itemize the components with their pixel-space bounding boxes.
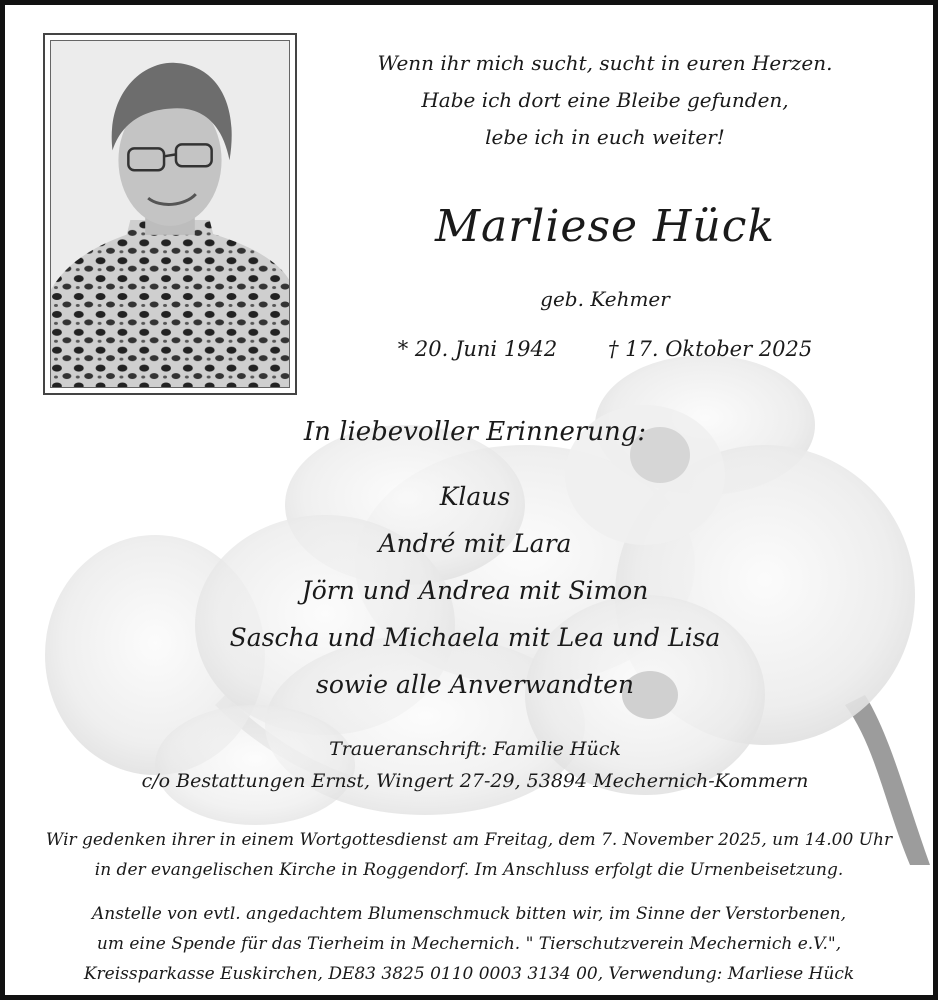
- motto-line: lebe ich in euch weiter!: [485, 125, 725, 149]
- address-line: c/o Bestattungen Ernst, Wingert 27-29, 53894 Mechernich-Kommern: [141, 770, 809, 792]
- motto-line: Habe ich dort eine Bleibe gefunden,: [421, 88, 789, 112]
- death-date: † 17. Oktober 2025: [607, 337, 813, 361]
- deceased-name: Marliese Hück: [434, 201, 776, 252]
- donation-line: Anstelle von evtl. angedachtem Blumenschmuck bitten wir, im Sinne der Verstorbenen,: [92, 904, 846, 924]
- service-line: in der evangelischen Kirche in Roggendorf. Im Anschluss erfolgt die Urnenbeisetzung.: [94, 860, 844, 880]
- family-member: Jörn und Andrea mit Simon: [301, 576, 649, 605]
- motto-line: Wenn ihr mich sucht, sucht in euren Herzen.: [377, 51, 833, 75]
- family-member: Klaus: [439, 482, 511, 511]
- service-info: [15, 825, 923, 885]
- family-member: André mit Lara: [378, 529, 572, 558]
- family-list: [45, 473, 905, 708]
- family-member: Sascha und Michaela mit Lea und Lisa: [229, 623, 721, 652]
- portrait-photo: [50, 40, 290, 388]
- donation-line: Kreissparkasse Euskirchen, DE83 3825 0110 0003 3134 00, Verwendung: Marliese Hück: [83, 964, 855, 984]
- mourning-address: [45, 733, 905, 797]
- donation-info: [15, 899, 923, 989]
- birth-date: * 20. Juni 1942: [397, 337, 558, 361]
- donation-line: um eine Spende für das Tierheim in Mechernich. " Tierschutzverein Mechernich e.V.",: [96, 934, 842, 954]
- memory-heading: In liebevoller Erinnerung:: [303, 417, 647, 447]
- service-line: Wir gedenken ihrer in einem Wortgottesdienst am Freitag, dem 7. November 2025, um 14.00 Uhr: [45, 830, 893, 850]
- motto-verse: [305, 45, 905, 156]
- birth-name: geb. Kehmer: [540, 287, 670, 311]
- family-member: sowie alle Anverwandten: [315, 670, 635, 699]
- life-dates: [305, 337, 905, 361]
- portrait-frame: [43, 33, 297, 395]
- address-line: Traueranschrift: Familie Hück: [329, 738, 621, 760]
